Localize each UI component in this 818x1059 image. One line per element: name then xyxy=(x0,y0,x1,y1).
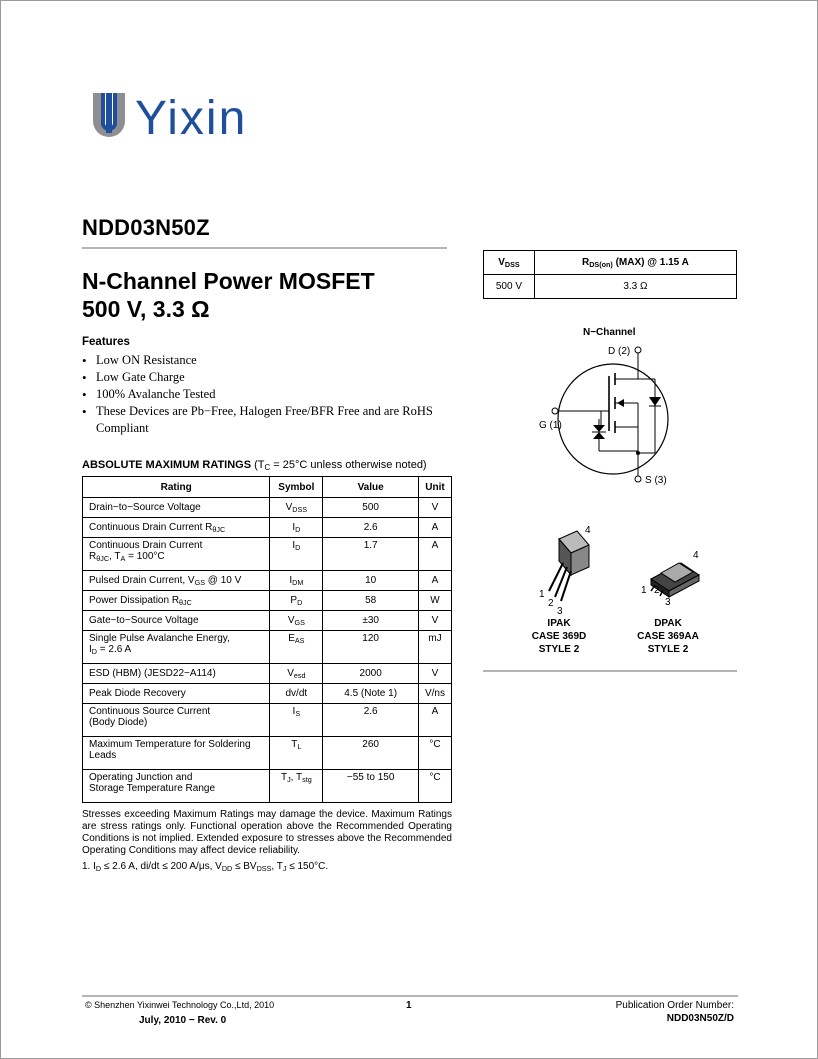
table-row xyxy=(83,611,452,631)
rating-cell: Single Pulse Avalanche Energy, $I_D = 2.6$ A xyxy=(83,631,270,664)
pin-label-drain: D (2) xyxy=(608,346,631,357)
logo-wordmark: Yixin xyxy=(135,92,248,145)
list-item: • These Devices are Pb−Free, Halogen Free/BFR Free and are RoHS Compliant xyxy=(82,403,462,437)
ipak-pin-1: 1 xyxy=(539,589,545,600)
value-cell: 58 xyxy=(323,591,419,611)
unit-cell: V xyxy=(418,611,451,631)
value-cell: 120 xyxy=(323,631,419,664)
dpak-case: CASE 369AA xyxy=(637,631,699,642)
dpak-pin-3: 3 xyxy=(665,597,671,608)
symbol-cell: $V_{esd}$ xyxy=(270,664,323,684)
symbol-cell: $I_{DM}$ xyxy=(270,571,323,591)
spec-summary-table xyxy=(483,250,737,299)
table-row xyxy=(83,737,452,770)
publication-number: NDD03N50Z/D xyxy=(666,1013,734,1024)
value-cell: 1.7 xyxy=(323,538,419,571)
list-item: • Low Gate Charge xyxy=(82,369,462,386)
divider xyxy=(483,670,737,672)
ipak-style: STYLE 2 xyxy=(538,644,580,655)
unit-cell: °C xyxy=(418,737,451,770)
value-cell: 4.5 (Note 1) xyxy=(323,684,419,704)
table-row xyxy=(83,770,452,803)
rating-cell: ESD (HBM) (JESD22−A114) xyxy=(83,664,270,684)
dpak-name: DPAK xyxy=(654,618,682,629)
symbol-cell: $V_{GS}$ xyxy=(270,611,323,631)
pin-label-source: S (3) xyxy=(645,475,667,486)
table-row xyxy=(83,538,452,571)
dpak-pin-2: 2 xyxy=(654,585,660,596)
unit-cell: V xyxy=(418,664,451,684)
unit-cell: °C xyxy=(418,770,451,803)
symbol-cell: $I_D$ xyxy=(270,518,323,538)
table-row xyxy=(83,684,452,704)
divider xyxy=(82,995,738,997)
symbol-cell: $I_S$ xyxy=(270,704,323,737)
absolute-maximum-ratings-table xyxy=(82,476,452,803)
ipak-label xyxy=(519,617,599,656)
symbol-cell: $T_J$, $T_{stg}$ xyxy=(270,770,323,803)
date-revision: July, 2010 − Rev. 0 xyxy=(139,1015,227,1026)
unit-cell: mJ xyxy=(418,631,451,664)
rating-cell: Power Dissipation $R_{\theta JC}$ xyxy=(83,591,270,611)
unit-cell: A xyxy=(418,571,451,591)
unit-cell: A xyxy=(418,704,451,737)
value-cell: 2.6 xyxy=(323,704,419,737)
ipak-package-icon xyxy=(549,531,589,601)
ipak-case: CASE 369D xyxy=(531,631,587,642)
value-cell: 10 xyxy=(323,571,419,591)
spec-value-rdson: 3.3 Ω xyxy=(534,275,736,299)
page-title: N-Channel Power MOSFET xyxy=(82,268,375,294)
unit-cell: V/ns xyxy=(418,684,451,704)
ipak-pin-2: 2 xyxy=(548,598,554,609)
dpak-label xyxy=(627,617,709,656)
table-row xyxy=(83,664,452,684)
symbol-cell: $P_D$ xyxy=(270,591,323,611)
dpak-pin-4: 4 xyxy=(693,550,699,561)
rating-cell: Operating Junction and Storage Temperature Range xyxy=(83,770,270,803)
ipak-pin-4: 4 xyxy=(585,525,591,536)
symbol-cell: dv/dt xyxy=(270,684,323,704)
table-row xyxy=(83,704,452,737)
value-cell: 2000 xyxy=(323,664,419,684)
logo-mark-icon xyxy=(93,93,125,137)
rating-cell: Continuous Drain Current $R_{\theta JC}$ xyxy=(83,518,270,538)
table-row xyxy=(83,518,452,538)
yixin-logo xyxy=(91,89,301,145)
ipak-name: IPAK xyxy=(547,618,571,629)
features-heading: Features xyxy=(82,336,130,348)
column-header: Symbol xyxy=(270,477,323,498)
schematic-title: N−Channel xyxy=(583,327,636,338)
ipak-pin-3: 3 xyxy=(557,606,563,617)
column-header: Rating xyxy=(83,477,270,498)
rating-cell: Gate−to−Source Voltage xyxy=(83,611,270,631)
features-list xyxy=(82,352,462,437)
symbol-cell: $E_{AS}$ xyxy=(270,631,323,664)
value-cell: 2.6 xyxy=(323,518,419,538)
rating-cell: Peak Diode Recovery xyxy=(83,684,270,704)
spec-value-vdss: 500 V xyxy=(484,275,535,299)
value-cell: 500 xyxy=(323,498,419,518)
list-item: • Low ON Resistance xyxy=(82,352,462,369)
dpak-style: STYLE 2 xyxy=(647,644,689,655)
stress-note: Stresses exceeding Maximum Ratings may damage the device. Maximum Ratings are stress ratings only. Functional operation above the Recommended Operating Conditions is not implied. Extended exposure to stresses above the Recommended Operating Conditions may affect device reliability. xyxy=(82,809,452,856)
copyright: © Shenzhen Yixinwei Technology Co.,Ltd, 2010 xyxy=(85,1000,275,1010)
part-number: NDD03N50Z xyxy=(82,215,210,240)
table-row xyxy=(83,498,452,518)
symbol-cell: $I_D$ xyxy=(270,538,323,571)
value-cell: 260 xyxy=(323,737,419,770)
unit-cell: A xyxy=(418,518,451,538)
column-header: Unit xyxy=(418,477,451,498)
spec-header-vdss: $V_{DSS}$ xyxy=(484,251,535,275)
dpak-pin-1: 1 xyxy=(641,585,647,596)
mosfet-schematic-icon xyxy=(533,341,693,489)
rating-cell: Maximum Temperature for Soldering Leads xyxy=(83,737,270,770)
rating-cell: Continuous Source Current (Body Diode) xyxy=(83,704,270,737)
unit-cell: W xyxy=(418,591,451,611)
list-item: • 100% Avalanche Tested xyxy=(82,386,462,403)
page-number: 1 xyxy=(406,1000,412,1011)
rating-cell: Pulsed Drain Current, $V_{GS}$ @ 10 V xyxy=(83,571,270,591)
pin-label-gate: G (1) xyxy=(539,420,562,431)
ratings-title: ABSOLUTE MAXIMUM RATINGS ($T_C = 25^\circ C$ unless otherwise noted) xyxy=(82,459,427,472)
column-header: Value xyxy=(323,477,419,498)
table-row xyxy=(83,591,452,611)
table-header-row xyxy=(83,477,452,498)
package-drawings-icon xyxy=(521,521,721,617)
footnote-1: 1. $I_D \le 2.6$ A, di/dt ≤ 200 A/μs, $V_{DD} \le BV_{DSS}$, $T_J \le 150^\circ C$. xyxy=(82,861,329,873)
table-row xyxy=(83,571,452,591)
spec-header-rdson: $R_{DS(on)}$ (MAX) @ 1.15 A xyxy=(534,251,736,275)
page-subtitle: 500 V, 3.3 Ω xyxy=(82,296,210,322)
rating-cell: Drain−to−Source Voltage xyxy=(83,498,270,518)
symbol-cell: $T_L$ xyxy=(270,737,323,770)
value-cell: ±30 xyxy=(323,611,419,631)
table-row xyxy=(83,631,452,664)
value-cell: −55 to 150 xyxy=(323,770,419,803)
divider xyxy=(82,247,447,249)
unit-cell: A xyxy=(418,538,451,571)
publication-label: Publication Order Number: xyxy=(615,1000,734,1011)
rating-cell: Continuous Drain Current $R_{\theta JC}$, $T_A = 100^\circ C$ xyxy=(83,538,270,571)
symbol-cell: $V_{DSS}$ xyxy=(270,498,323,518)
unit-cell: V xyxy=(418,498,451,518)
